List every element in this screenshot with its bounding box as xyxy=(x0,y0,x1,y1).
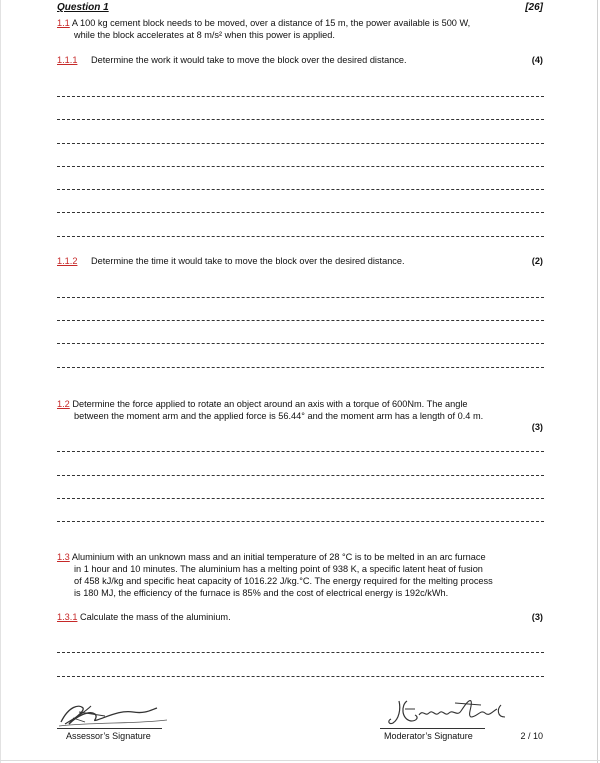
assessor-signature-label: Assessor’s Signature xyxy=(66,731,151,741)
question-1-3-line4: is 180 MJ, the efficiency of the furnace is 85% and the cost of electrical energy is 192c/kWh. xyxy=(74,588,449,598)
question-1-1 xyxy=(57,17,544,29)
answer-line xyxy=(57,297,544,298)
answer-line xyxy=(57,236,544,237)
page-edge-bottom xyxy=(0,760,600,761)
question-title: Question 1 xyxy=(57,2,109,13)
question-1-1-2-text: Determine the time it would take to move the block over the desired distance. xyxy=(91,256,405,266)
question-number: 1.2 xyxy=(57,399,70,409)
answer-line xyxy=(57,498,544,499)
question-1-3 xyxy=(57,551,544,563)
moderator-signature-label: Moderator’s Signature xyxy=(384,731,473,741)
question-1-1-1 xyxy=(57,55,77,65)
question-number: 1.1.2 xyxy=(57,256,78,266)
question-1-3-1-marks: (3) xyxy=(531,612,543,622)
question-number: 1.3 xyxy=(57,552,70,562)
moderator-signature-line xyxy=(380,728,485,729)
assessor-signature-line xyxy=(57,728,162,729)
question-1-1-2 xyxy=(57,256,77,266)
question-total-marks: [26] xyxy=(525,2,543,13)
question-1-1-continued: while the block accelerates at 8 m/s² when this power is applied. xyxy=(74,30,335,40)
question-number: 1.1.1 xyxy=(57,55,78,65)
answer-line xyxy=(57,119,544,120)
answer-line xyxy=(57,652,544,653)
answer-line xyxy=(57,475,544,476)
answer-line xyxy=(57,320,544,321)
question-1-1-1-text: Determine the work it would take to move the block over the desired distance. xyxy=(91,55,407,65)
answer-line xyxy=(57,676,544,677)
question-text: A 100 kg cement block needs to be moved, over a distance of 15 m, the power available is 500 W, xyxy=(69,18,471,28)
answer-line xyxy=(57,166,544,167)
page-edge-right xyxy=(597,0,598,763)
question-1-3-1 xyxy=(57,612,231,622)
question-1-2-continued: between the moment arm and the applied force is 56.44° and the moment arm has a length of 0.4 m. xyxy=(74,411,484,421)
question-1-2-marks: (3) xyxy=(531,422,543,432)
question-1-3-line3: of 458 kJ/kg and specific heat capacity of 1016.22 J/kg.°C. The energy required for the melting process xyxy=(74,576,493,586)
question-1-2 xyxy=(57,398,544,410)
answer-line xyxy=(57,367,544,368)
answer-line xyxy=(57,343,544,344)
question-text: Calculate the mass of the aluminium. xyxy=(77,612,231,622)
moderator-signature-image xyxy=(385,695,515,729)
question-number: 1.1 xyxy=(57,18,70,28)
question-text: Aluminium with an unknown mass and an initial temperature of 28 °C is to be melted in an arc furnace xyxy=(69,552,486,562)
question-text: Determine the force applied to rotate an object around an axis with a torque of 600Nm. The angle xyxy=(69,399,468,409)
answer-line xyxy=(57,189,544,190)
question-1-1-2-marks: (2) xyxy=(531,256,543,266)
question-1-3-line2: in 1 hour and 10 minutes. The aluminium has a melting point of 938 K, a specific latent heat of fusion xyxy=(74,564,483,574)
assessor-signature-image xyxy=(55,698,170,730)
answer-line xyxy=(57,96,544,97)
answer-line xyxy=(57,521,544,522)
answer-line xyxy=(57,212,544,213)
answer-line xyxy=(57,143,544,144)
page-edge-left xyxy=(0,0,1,763)
answer-line xyxy=(57,451,544,452)
page-number: 2 / 10 xyxy=(520,731,543,741)
question-1-1-1-marks: (4) xyxy=(531,55,543,65)
question-number: 1.3.1 xyxy=(57,612,78,622)
